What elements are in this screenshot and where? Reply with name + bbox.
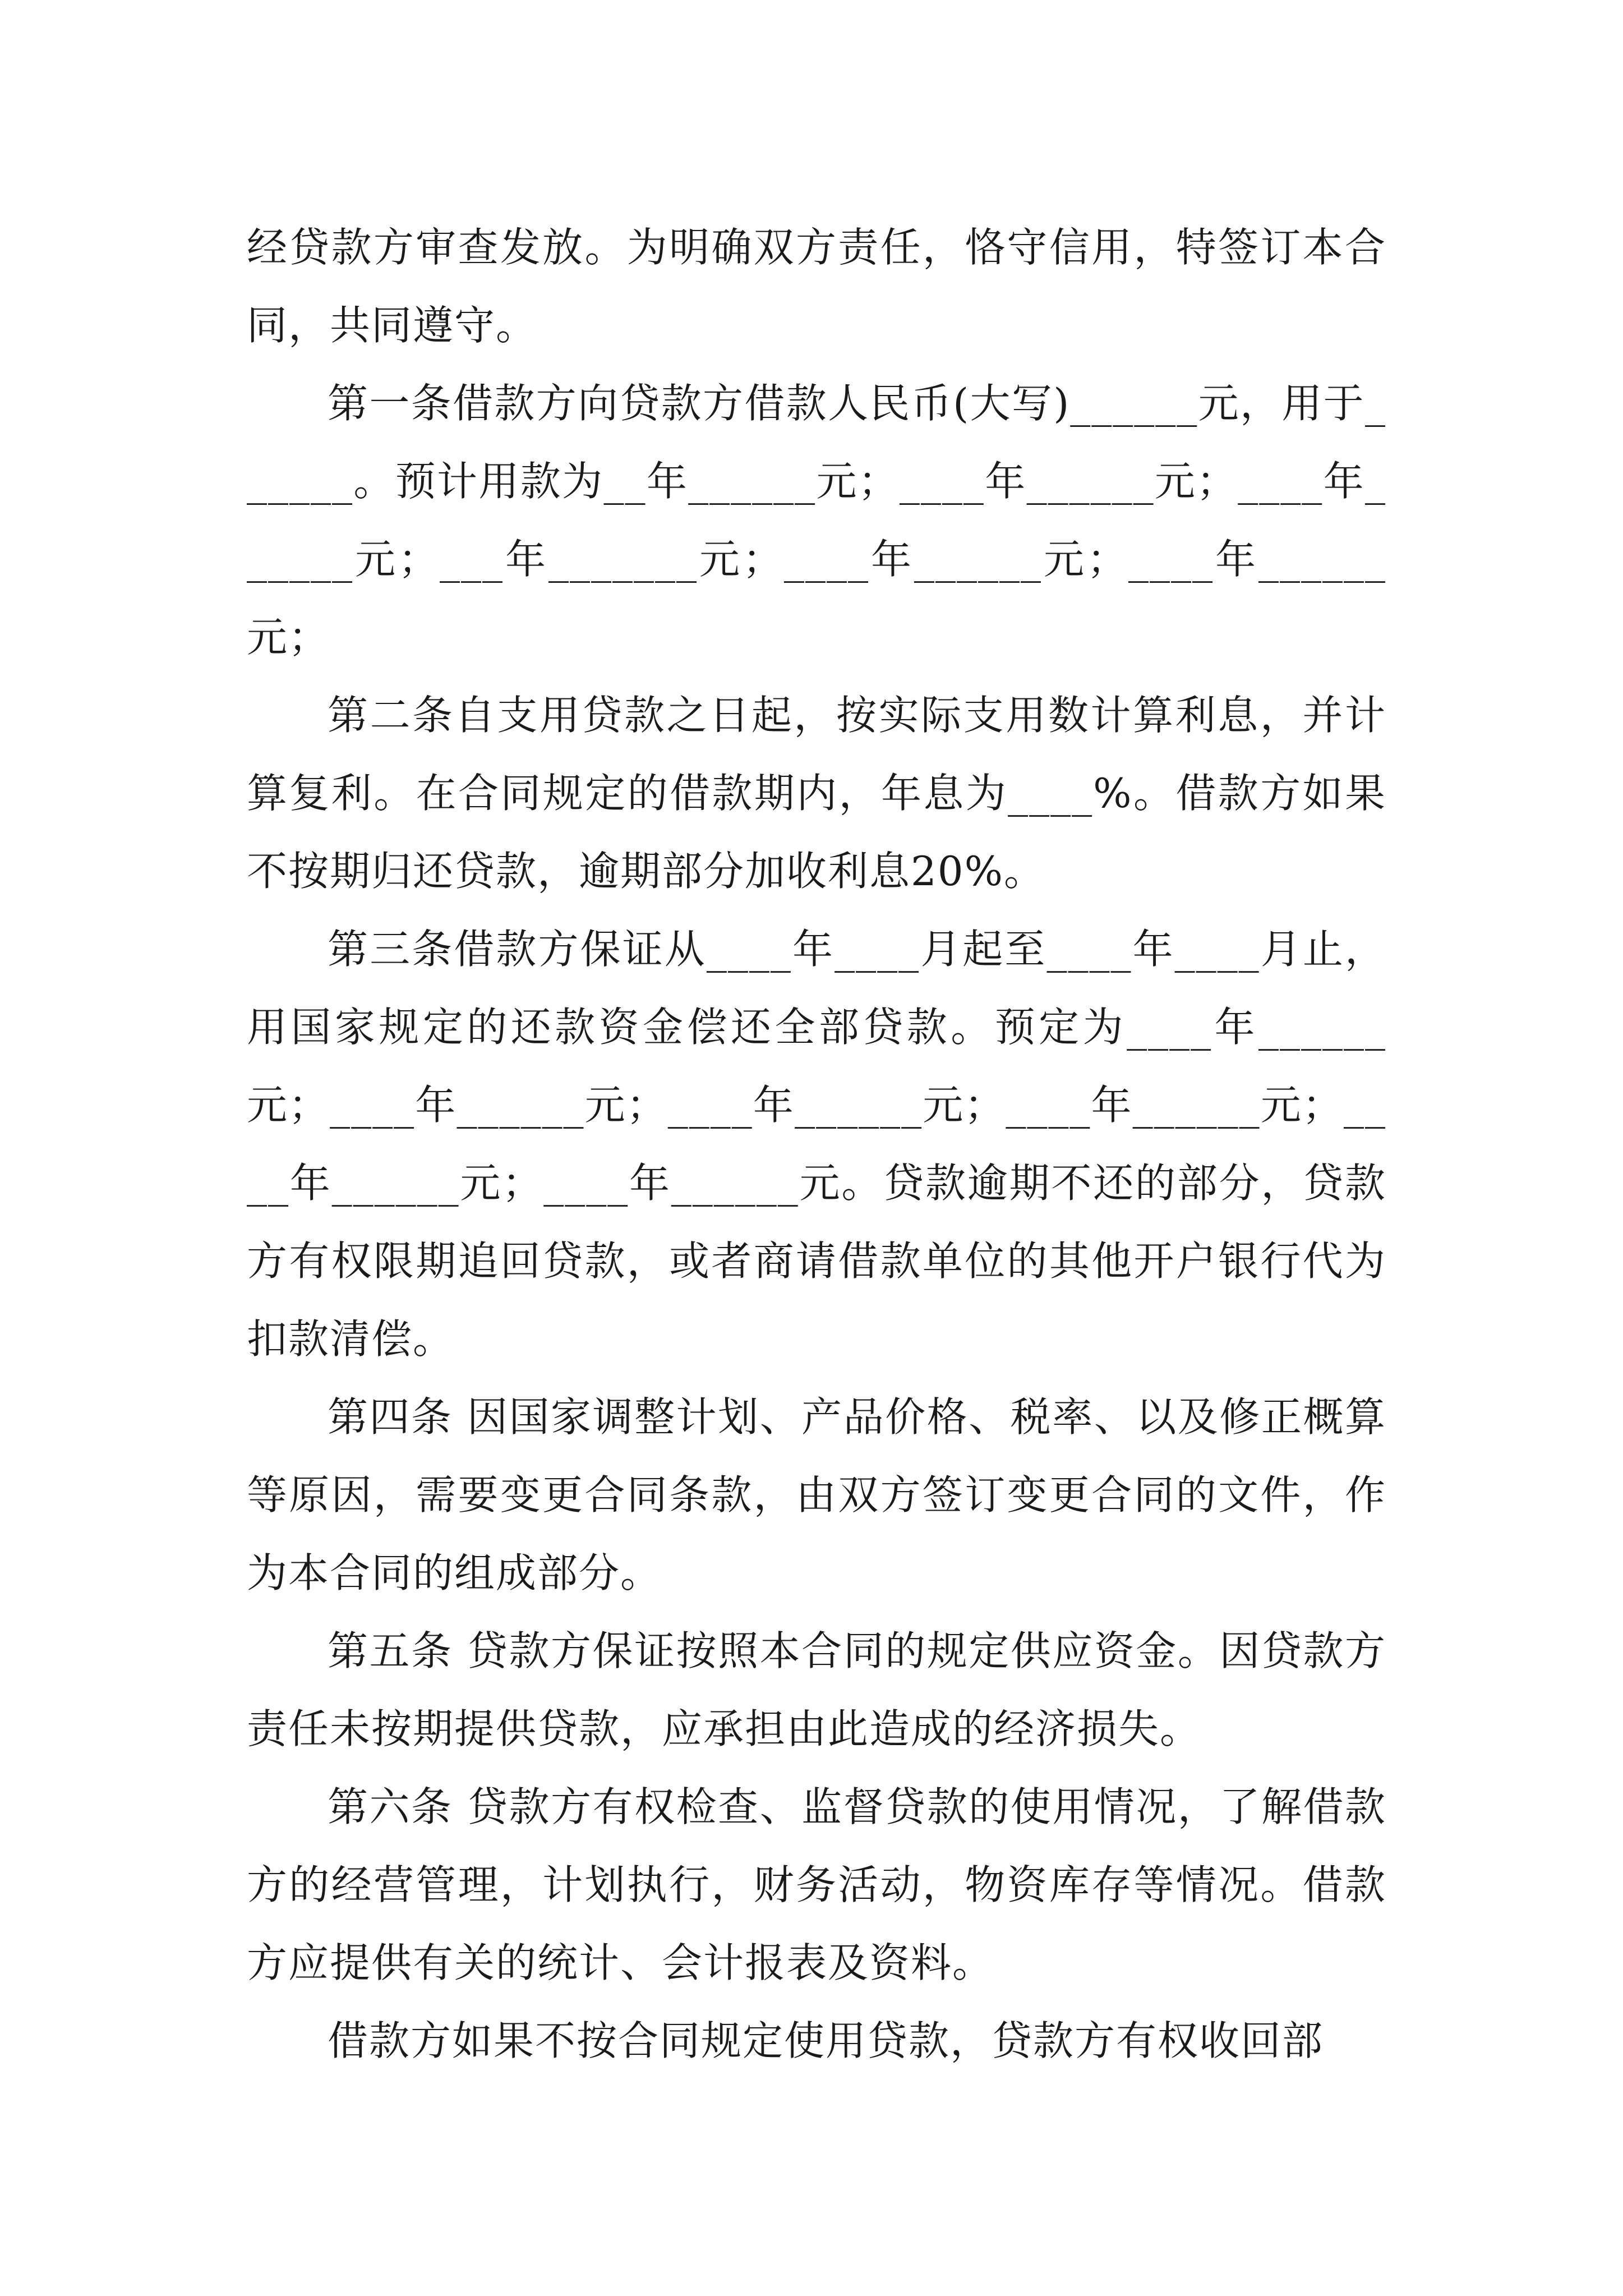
paragraph-intro: 经贷款方审查发放。为明确双方责任，恪守信用，特签订本合同，共同遵守。 xyxy=(247,224,1386,349)
paragraph-article-4: 第四条 因国家调整计划、产品价格、税率、以及修正概算等原因，需要变更合同条款，由双方签订变更合同的文件，作为本合同的组成部分。 xyxy=(247,1393,1386,1596)
paragraph-article-2: 第二条自支用贷款之日起，按实际支用数计算利息，并计算复利。在合同规定的借款期内，年息为____%。借款方如果不按期归还贷款，逾期部分加收利息20%。 xyxy=(247,692,1386,895)
paragraph-misuse-clause: 借款方如果不按合同规定使用贷款，贷款方有权收回部 xyxy=(328,2017,1324,2064)
document-body xyxy=(247,209,1386,2080)
paragraph-article-3: 第三条借款方保证从____年____月起至____年____月止，用国家规定的还款资金偿还全部贷款。预定为____年______元；____年______元；____年______元；____年______元；____年______元；____年______元。贷款逾期不还的部分，贷款方有权限期追回贷款，或者商请借款单位的其他开户银行代为扣款清偿。 xyxy=(247,926,1386,1363)
paragraph-article-5: 第五条 贷款方保证按照本合同的规定供应资金。因贷款方责任未按期提供贷款，应承担由此造成的经济损失。 xyxy=(247,1627,1386,1752)
paragraph-article-6: 第六条 贷款方有权检查、监督贷款的使用情况，了解借款方的经营管理，计划执行，财务活动，物资库存等情况。借款方应提供有关的统计、会计报表及资料。 xyxy=(247,1783,1386,1986)
paragraph-article-1: 第一条借款方向贷款方借款人民币(大写)______元，用于______。预计用款为__年______元；____年______元；____年______元；___年_______元；____年______元；____年______元； xyxy=(247,380,1386,661)
